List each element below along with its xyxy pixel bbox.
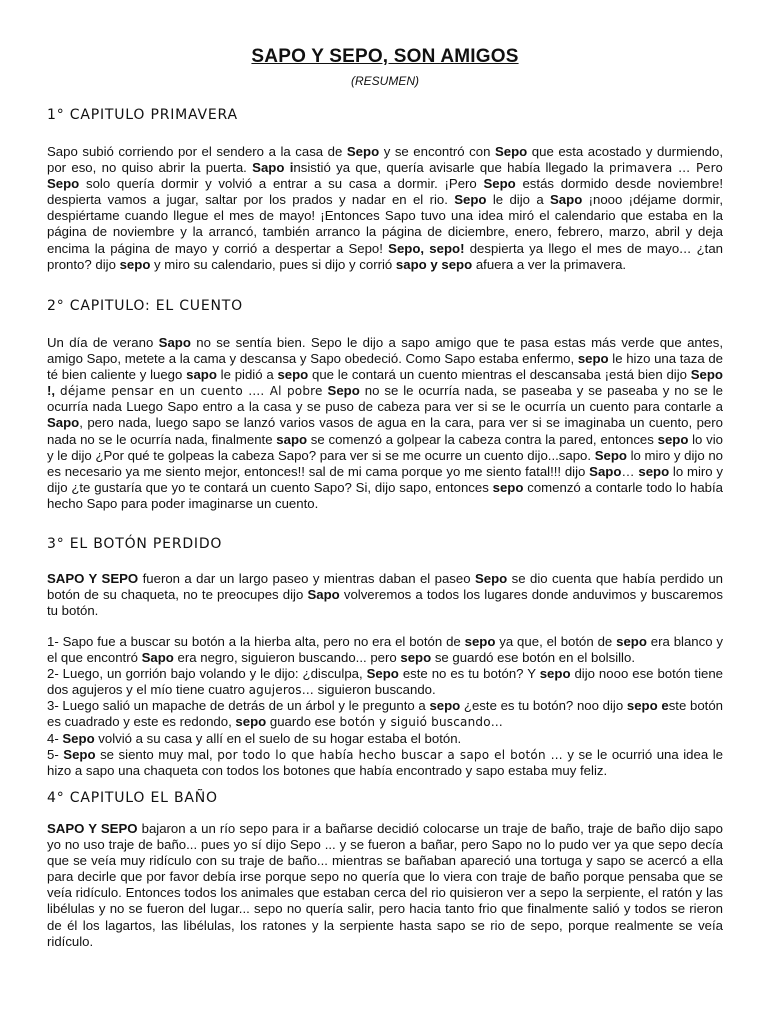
bold-text: sepo [539,666,571,682]
bold-text: sepo [119,256,151,272]
section-1-paragraph: Sapo subió corriendo por el sendero a la casa de Sepo y se encontró con Sepo que esta acostado y durmiendo, por eso, no quiso abrir la puerta. Sapo insistió ya que, quería avisarle que había llegado la primavera … Pero Sepo solo quería dormir y volvió a entrar a su casa a dormir. ¡Pero Sepo estás dormido desde noviembre! despierta vamos a jugar, saltar por los prados y nadar en el rio. Sepo le dijo a Sapo ¡nooo ¡déjame dormir, despiértame cuando llegue el mes de mayo! ¡Entonces Sapo tuvo una idea miró el calendario que estaba en la página de noviembre y la arrancó, también arranco la página de diciembre, enero, febrero, marzo, abril y deja encima la página de mayo y corrió a despertar a Sepo! Sepo, sepo! despierta ya llego el mes de mayo… ¿tan pronto? dijo sepo y miro su calendario, pues si dijo y corrió sapo y sepo afuera a ver la primavera. [47,144,723,272]
alt-font-text: agujeros… [248,683,314,698]
bold-text: Sepo [346,144,380,159]
bold-text: SAPO Y SEPO [47,821,138,836]
bold-text: Sepo [62,730,95,746]
alt-font-text: … [679,241,692,256]
bold-text: Sapo [47,415,80,431]
section-heading-2: 2° CAPITULO: EL CUENTO [47,298,243,314]
bold-text: sepo [616,634,647,649]
bold-text: sapo [276,431,308,447]
document-title: SAPO Y SEPO, SON AMIGOS [251,46,519,67]
bold-text: Sepo [594,447,627,463]
bold-text: sepo [638,463,670,479]
bold-text: sepo [429,698,461,714]
bold-text: Sepo [63,746,96,762]
bold-text: Sapo [589,463,622,479]
bold-text: Sapo [252,160,285,176]
bold-text: sepo [277,367,309,383]
bold-text: sepo [577,351,609,367]
section-heading-4: 4° CAPITULO EL BAÑO [47,790,218,806]
bold-text: i [289,160,294,176]
bold-text: Sepo [483,176,516,192]
alt-font-text: déjame pensar en un cuento …. Al pobre [60,384,323,399]
bold-text: sepo [657,431,689,447]
bold-text: Sepo [47,176,80,192]
bold-text: sepo [235,714,267,730]
section-3-steps-list: 1- Sapo fue a buscar su botón a la hierba alta, pero no era el botón de sepo ya que, el botón de sepo era blanco y el que encontró Sapo era negro, siguieron buscando... pero sepo se guardó ese botón en el bolsillo. 2- Luego, un gorrión bajo volando y le dijo: ¿disculpa, Sepo este no es tu botón? Y sepo dijo nooo ese botón tiene dos agujeros y el mío tiene cuatro agujeros… siguieron buscando. 3- Luego salió un mapache de detrás de un árbol y le pregunto a sepo ¿este es tu botón? noo dijo sepo este botón es cuadrado y este es redondo, sepo guardo ese botón y siguió buscando… 4- Sepo volvió a su casa y allí en el suelo de su hogar estaba el botón. 5- Sepo se siento muy mal, por todo lo que había hecho buscar a sapo el botón … y se le ocurrió una idea le hizo a sapo una chaqueta con todos los botones que había encontrado y sapo estaba muy feliz. [47,634,724,778]
bold-text: Sepo [494,144,528,159]
section-heading-3: 3° EL BOTÓN PERDIDO [47,536,223,552]
section-3-intro-paragraph: SAPO Y SEPO fueron a dar un largo paseo y mientras daban el paseo Sepo se dio cuenta que había perdido un botón de su chaqueta, no te preocupes dijo Sapo volveremos a todos los lugares donde anduvimos y buscaremos tu botón. [47,571,723,619]
alt-font-text: por todo lo que había hecho buscar a sapo el botón … [217,747,563,762]
bold-text: e [661,698,669,714]
bold-text: SAPO Y SEPO [47,571,139,586]
bold-text: sapo [186,367,217,383]
bold-text: sepo [400,650,432,666]
alt-font-text: botón y siguió buscando… [339,715,503,730]
bold-text: sepo [464,634,496,649]
document-subtitle: (RESUMEN) [351,74,419,88]
bold-text: Sepo [475,571,508,586]
bold-text: Sapo [550,192,583,208]
bold-text: Sapo [141,650,174,666]
section-4-paragraph: SAPO Y SEPO bajaron a un río sepo para ir a bañarse decidió colocarse un traje de baño, traje de baño dijo sapo yo no uso traje de baño... pues yo sí dijo Sepo ... y se fueron a bañar, pero Sapo no lo pudo ver ya que sepo decía que se veía muy ridículo con su traje de baño... mientras se bañaban apareció una tortuga y sapo se acercó a ella para decirle que por favor debía irse porque sepo no quería que lo viera con traje de baño porque pensaba que se veía ridículo. Entonces todos los animales que estaban cerca del rio quisieron ver a sepo la serpiente, el ratón y las libélulas y no se fueron del lugar... sepo no quería salir, pero hacia tanto frio que finalmente salió y todos se rieron de él los lagartos, las libélulas, los ratones y la serpiente hasta sapo se rio de sepo, porque realmente se veía ridículo. [47,821,723,949]
bold-text: Sapo [158,335,191,350]
bold-text: Sepo [454,192,487,208]
bold-text: Sepo !, [47,367,723,399]
bold-text: Sepo [366,666,399,682]
bold-text: sepo [626,698,658,714]
section-heading-1: 1° CAPITULO PRIMAVERA [47,107,238,123]
bold-text: sepo [492,479,524,495]
bold-text: sapo y sepo [395,256,473,272]
alt-font-text: primavera … Pero [608,161,723,176]
section-2-paragraph: Un día de verano Sapo no se sentía bien. Sepo le dijo a sapo amigo que te pasa estas más verde que antes, amigo Sapo, metete a la cama y descansa y Sapo obedeció. Como Sapo estaba enfermo, sepo le hizo una taza de té bien caliente y luego sapo le pidió a sepo que le contará un cuento mientras el descansaba ¡está bien dijo Sepo !, déjame pensar en un cuento …. Al pobre Sepo no se le ocurría nada, se paseaba y se paseaba y no se le ocurría nada Luego Sapo entro a la casa y se puso de cabeza para ver si se le ocurría un cuento para contarle a Sapo, pero nada, luego sapo se lanzó varios vasos de agua en la cara, para ver si se imaginaba un cuento, pero nada no se le ocurría nada, finalmente sapo se comenzó a golpear la cabeza contra la pared, entonces sepo lo vio y le dijo ¿Por qué te golpeas la cabeza Sapo? para ver si se me ocurre un cuento dijo...sapo. Sepo lo miro y dijo no es necesario ya me siento mejor, entonces!! sal de mi cama porque yo me siento fatal!!! dijo Sapo… sepo lo miro y dijo ¿te gustaría que yo te contará un cuento Sapo? Si, dijo sapo, entonces sepo comenzó a contarle todo lo había hecho Sapo para poder imaginarse un cuento. [47,335,724,511]
bold-text: Sepo [327,383,360,399]
bold-text: Sepo, sepo! [388,240,465,256]
bold-text: Sapo [307,587,340,603]
